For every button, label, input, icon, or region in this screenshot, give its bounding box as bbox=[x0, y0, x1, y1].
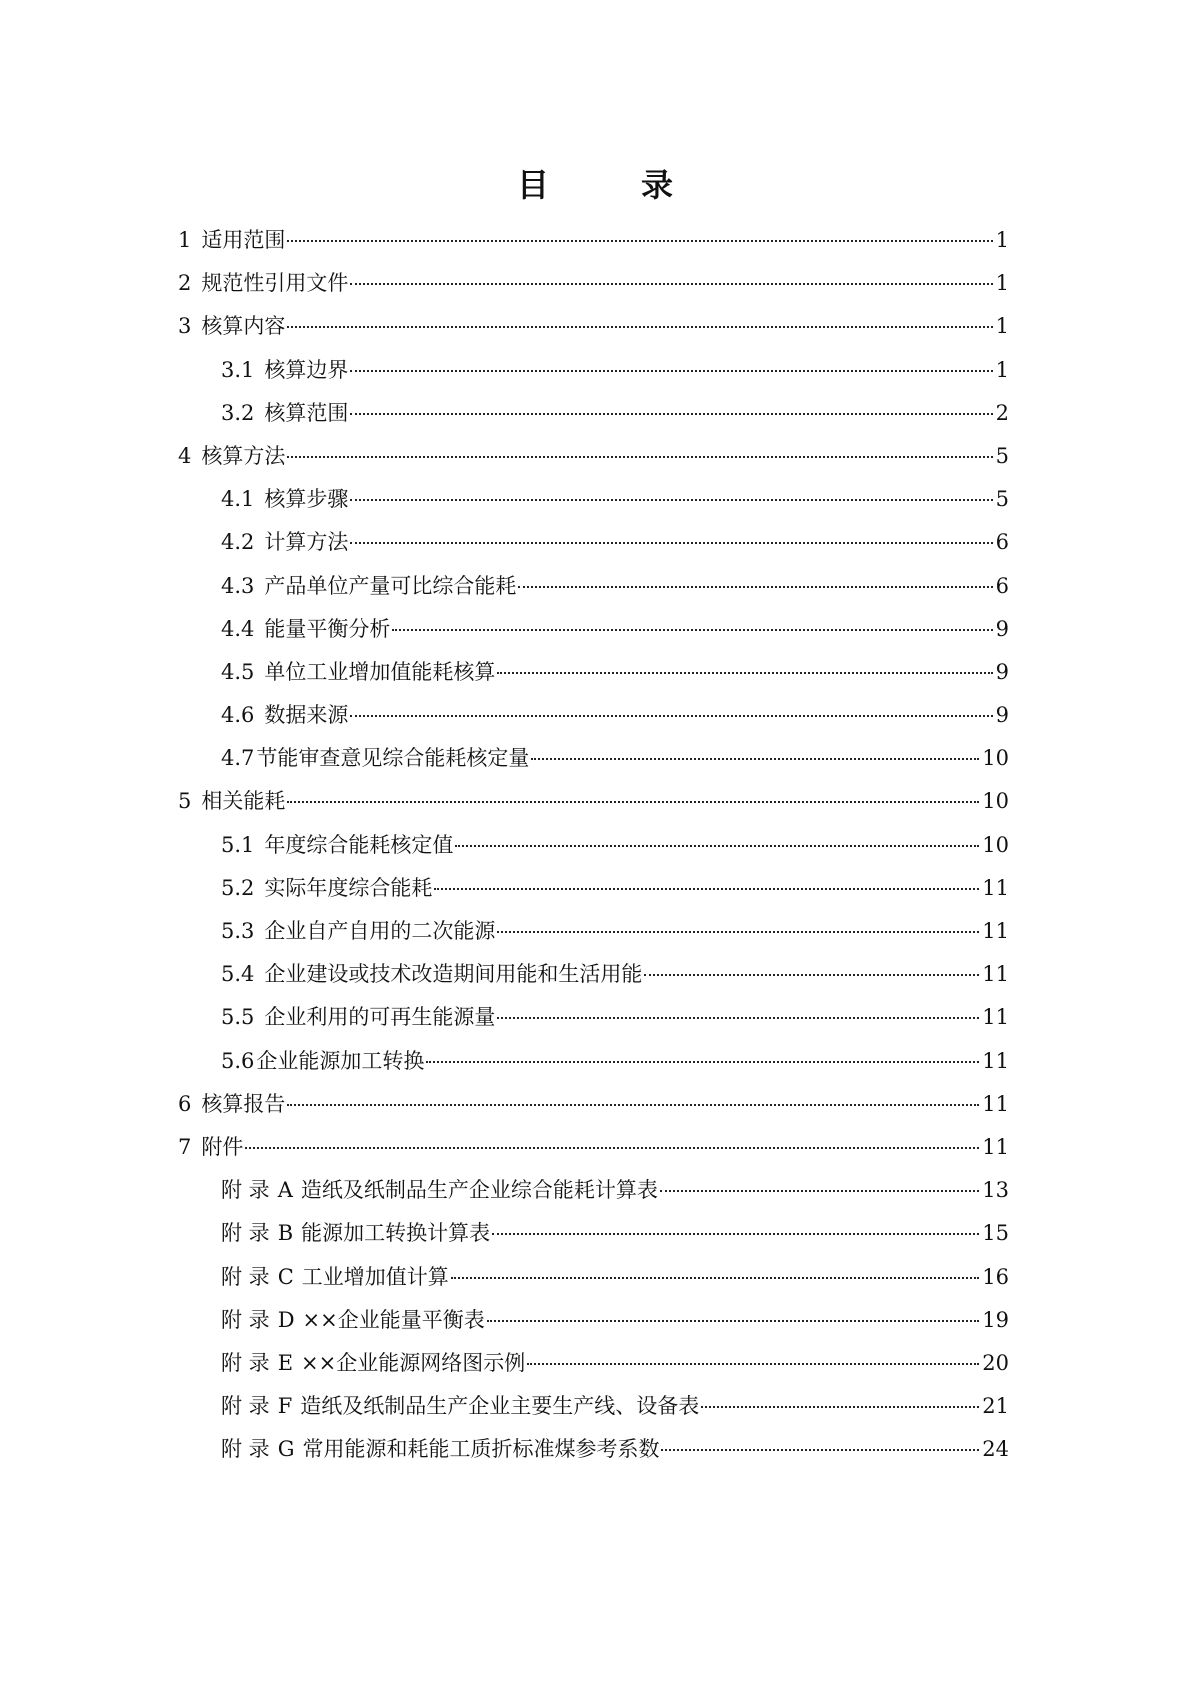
toc-entry-text: 核算报告 bbox=[201, 1091, 286, 1116]
toc-entry-page: 2 bbox=[995, 400, 1009, 425]
toc-entry-label bbox=[221, 1261, 449, 1291]
toc-entry-text: 核算范围 bbox=[264, 400, 349, 425]
dot-leader bbox=[287, 240, 992, 242]
toc-entry-number: 4.1 bbox=[221, 487, 255, 512]
dot-leader bbox=[350, 542, 992, 544]
dot-leader bbox=[701, 1406, 979, 1408]
toc-entry-text: 核算方法 bbox=[201, 443, 286, 468]
appendix-prefix: 附 录 bbox=[221, 1394, 270, 1419]
appendix-letter: A bbox=[277, 1178, 293, 1203]
toc-entry-text: 核算边界 bbox=[264, 357, 349, 382]
toc-entry-appendix-e[interactable] bbox=[178, 1347, 1009, 1390]
toc-entry-1[interactable] bbox=[178, 224, 1009, 267]
dot-leader bbox=[497, 931, 979, 933]
toc-entry-4-6[interactable] bbox=[178, 699, 1009, 742]
toc-entry-text: ××企业能量平衡表 bbox=[302, 1307, 485, 1332]
toc-entry-text: 适用范围 bbox=[201, 228, 286, 252]
dot-leader bbox=[287, 326, 992, 328]
appendix-prefix: 附 录 bbox=[221, 1264, 270, 1289]
toc-entry-4-2[interactable] bbox=[178, 526, 1009, 569]
toc-entry-text: 工业增加值计算 bbox=[301, 1264, 449, 1289]
toc-entry-page: 5 bbox=[995, 487, 1009, 512]
toc-entry-text: ××企业能源网络图示例 bbox=[301, 1350, 526, 1375]
toc-entry-appendix-a[interactable] bbox=[178, 1174, 1009, 1217]
toc-entry-label bbox=[221, 1045, 424, 1075]
toc-entry-5-2[interactable] bbox=[178, 872, 1009, 915]
toc-entry-label bbox=[178, 1131, 243, 1161]
dot-leader bbox=[426, 1061, 979, 1063]
toc-entry-label bbox=[221, 570, 516, 600]
toc-entry-number: 7 bbox=[178, 1134, 192, 1159]
toc-entry-number: 3.1 bbox=[221, 357, 255, 382]
dot-leader bbox=[245, 1147, 979, 1149]
toc-entry-label bbox=[221, 656, 495, 686]
toc-entry-5-5[interactable] bbox=[178, 1001, 1009, 1044]
toc-entry-label bbox=[221, 742, 529, 772]
toc-entry-page: 9 bbox=[995, 703, 1009, 728]
dot-leader bbox=[350, 283, 992, 285]
toc-entry-label bbox=[178, 785, 285, 815]
toc-entry-4-1[interactable] bbox=[178, 483, 1009, 526]
toc-entry-label bbox=[221, 526, 348, 556]
toc-entry-text: 核算步骤 bbox=[264, 487, 349, 512]
toc-entry-number: 5.3 bbox=[221, 919, 255, 943]
toc-entry-page: 24 bbox=[982, 1437, 1009, 1462]
toc-entry-text: 产品单位产量可比综合能耗 bbox=[264, 573, 517, 598]
toc-entry-number: 3.2 bbox=[221, 400, 255, 425]
dot-leader bbox=[350, 370, 992, 372]
dot-leader bbox=[531, 758, 979, 760]
toc-entry-label bbox=[221, 613, 390, 643]
dot-leader bbox=[527, 1363, 979, 1365]
toc-entry-number: 1 bbox=[178, 228, 192, 252]
toc-entry-text: 核算内容 bbox=[201, 314, 286, 339]
toc-entry-text: 年度综合能耗核定值 bbox=[264, 832, 454, 857]
toc-entry-number: 4.3 bbox=[221, 573, 255, 598]
toc-entry-number: 5.1 bbox=[221, 832, 255, 857]
dot-leader bbox=[350, 413, 992, 415]
toc-entry-number: 5.4 bbox=[221, 962, 255, 987]
toc-entry-page: 11 bbox=[982, 962, 1009, 987]
toc-entry-page: 11 bbox=[982, 1048, 1009, 1073]
toc-entry-label bbox=[221, 1304, 485, 1334]
toc-entry-label bbox=[221, 1217, 490, 1247]
toc-entry-number: 4.7 bbox=[221, 746, 255, 771]
toc-entry-label bbox=[221, 397, 348, 427]
toc-entry-text: 常用能源和耗能工质折标准煤参考系数 bbox=[302, 1437, 660, 1462]
toc-entry-number: 4.2 bbox=[221, 530, 255, 555]
dot-leader bbox=[455, 845, 979, 847]
appendix-letter: E bbox=[277, 1350, 294, 1375]
toc-entry-number: 5.2 bbox=[221, 875, 255, 900]
toc-entry-appendix-b[interactable] bbox=[178, 1217, 1009, 1260]
toc-entry-number: 4.5 bbox=[221, 659, 255, 684]
toc-entry-page: 5 bbox=[995, 443, 1009, 468]
toc-entry-page: 11 bbox=[982, 1091, 1009, 1116]
dot-leader bbox=[451, 1277, 980, 1279]
toc-entry-text: 附件 bbox=[201, 1134, 244, 1159]
toc-entry-page: 21 bbox=[982, 1394, 1009, 1419]
toc-entry-page: 10 bbox=[982, 832, 1009, 857]
toc-entry-page: 10 bbox=[982, 789, 1009, 814]
dot-leader bbox=[287, 801, 979, 803]
toc-entry-4[interactable] bbox=[178, 440, 1009, 483]
toc-entry-3-2[interactable] bbox=[178, 397, 1009, 440]
appendix-prefix: 附 录 bbox=[221, 1178, 270, 1203]
toc-entry-page: 1 bbox=[995, 314, 1009, 339]
table-of-contents bbox=[178, 224, 1009, 1476]
toc-entry-text: 单位工业增加值能耗核算 bbox=[264, 659, 496, 684]
toc-entry-text: 企业能源加工转换 bbox=[256, 1048, 425, 1073]
toc-entry-4-5[interactable] bbox=[178, 656, 1009, 699]
toc-title: 目 录 bbox=[516, 166, 703, 204]
toc-entry-label bbox=[221, 915, 495, 945]
dot-leader bbox=[350, 499, 992, 501]
appendix-letter: D bbox=[277, 1307, 295, 1332]
dot-leader bbox=[497, 1017, 979, 1019]
toc-entry-page: 9 bbox=[995, 659, 1009, 684]
appendix-letter: F bbox=[277, 1394, 293, 1419]
appendix-prefix: 附 录 bbox=[221, 1350, 270, 1375]
toc-entry-text: 能源加工转换计算表 bbox=[301, 1221, 491, 1246]
toc-entry-5-4[interactable] bbox=[178, 958, 1009, 1001]
dot-leader bbox=[487, 1320, 980, 1322]
dot-leader bbox=[660, 1190, 979, 1192]
toc-entry-page: 15 bbox=[982, 1221, 1009, 1246]
toc-entry-text: 相关能耗 bbox=[201, 789, 286, 814]
toc-entry-text: 数据来源 bbox=[264, 703, 349, 728]
appendix-prefix: 附 录 bbox=[221, 1307, 270, 1332]
dot-leader bbox=[350, 715, 992, 717]
dot-leader bbox=[644, 974, 979, 976]
toc-entry-text: 规范性引用文件 bbox=[201, 271, 349, 296]
toc-entry-page: 1 bbox=[995, 228, 1009, 252]
toc-entry-label bbox=[221, 483, 348, 513]
toc-entry-page: 10 bbox=[982, 746, 1009, 771]
appendix-letter: G bbox=[277, 1437, 295, 1462]
toc-entry-number: 5 bbox=[178, 789, 192, 814]
toc-entry-number: 4.6 bbox=[221, 703, 255, 728]
toc-entry-appendix-g[interactable] bbox=[178, 1433, 1009, 1476]
toc-entry-5-6[interactable] bbox=[178, 1045, 1009, 1088]
toc-entry-number: 3 bbox=[178, 314, 192, 339]
toc-entry-page: 9 bbox=[995, 616, 1009, 641]
toc-entry-text: 节能审查意见综合能耗核定量 bbox=[256, 746, 530, 771]
toc-entry-number: 5.5 bbox=[221, 1005, 255, 1030]
toc-entry-page: 13 bbox=[982, 1178, 1009, 1203]
dot-leader bbox=[518, 586, 992, 588]
toc-entry-page: 11 bbox=[982, 1134, 1009, 1159]
toc-entry-label bbox=[221, 958, 642, 988]
toc-entry-label bbox=[221, 829, 453, 859]
appendix-prefix: 附 录 bbox=[221, 1221, 270, 1246]
toc-entry-7[interactable] bbox=[178, 1131, 1009, 1174]
toc-entry-label bbox=[221, 699, 348, 729]
toc-entry-number: 6 bbox=[178, 1091, 192, 1116]
toc-entry-text: 企业建设或技术改造期间用能和生活用能 bbox=[264, 962, 643, 987]
toc-entry-4-3[interactable] bbox=[178, 570, 1009, 613]
appendix-letter: B bbox=[277, 1221, 294, 1246]
toc-entry-page: 11 bbox=[982, 1005, 1009, 1030]
toc-entry-appendix-d[interactable] bbox=[178, 1304, 1009, 1347]
dot-leader bbox=[661, 1449, 979, 1451]
dot-leader bbox=[287, 456, 992, 458]
toc-entry-number: 4.4 bbox=[221, 616, 255, 641]
toc-entry-number: 4 bbox=[178, 443, 192, 468]
toc-entry-text: 计算方法 bbox=[264, 530, 349, 555]
toc-entry-6[interactable] bbox=[178, 1088, 1009, 1131]
toc-entry-label bbox=[221, 354, 348, 384]
toc-entry-5[interactable] bbox=[178, 785, 1009, 828]
toc-entry-page: 11 bbox=[982, 875, 1009, 900]
toc-entry-3-1[interactable] bbox=[178, 354, 1009, 397]
toc-entry-label bbox=[221, 1001, 495, 1031]
toc-entry-text: 造纸及纸制品生产企业综合能耗计算表 bbox=[300, 1178, 658, 1203]
toc-entry-label bbox=[221, 1347, 525, 1377]
toc-entry-label bbox=[178, 310, 285, 340]
toc-entry-page: 6 bbox=[995, 573, 1009, 598]
toc-entry-text: 企业自产自用的二次能源 bbox=[264, 919, 496, 943]
toc-entry-label bbox=[178, 440, 285, 470]
toc-entry-3[interactable] bbox=[178, 310, 1009, 353]
toc-entry-number: 2 bbox=[178, 271, 192, 296]
toc-entry-appendix-c[interactable] bbox=[178, 1261, 1009, 1304]
toc-entry-page: 1 bbox=[995, 357, 1009, 382]
appendix-prefix: 附 录 bbox=[221, 1437, 270, 1462]
toc-entry-text: 实际年度综合能耗 bbox=[264, 875, 433, 900]
appendix-letter: C bbox=[277, 1264, 294, 1289]
dot-leader bbox=[434, 888, 979, 890]
toc-entry-page: 16 bbox=[982, 1264, 1009, 1289]
toc-entry-label bbox=[221, 1433, 659, 1463]
toc-entry-page: 6 bbox=[995, 530, 1009, 555]
toc-entry-5-1[interactable] bbox=[178, 829, 1009, 872]
toc-entry-4-7[interactable] bbox=[178, 742, 1009, 785]
toc-entry-text: 能量平衡分析 bbox=[264, 616, 391, 641]
toc-entry-page: 19 bbox=[982, 1307, 1009, 1332]
toc-entry-label bbox=[178, 224, 285, 254]
toc-entry-appendix-f[interactable] bbox=[178, 1390, 1009, 1433]
toc-entry-label bbox=[178, 267, 348, 297]
toc-entry-number: 5.6 bbox=[221, 1048, 255, 1073]
toc-entry-2[interactable] bbox=[178, 267, 1009, 310]
toc-entry-label bbox=[221, 1174, 658, 1204]
toc-entry-5-3[interactable] bbox=[178, 915, 1009, 958]
toc-entry-label bbox=[221, 1390, 699, 1420]
dot-leader bbox=[492, 1233, 979, 1235]
toc-entry-label bbox=[178, 1088, 285, 1118]
dot-leader bbox=[392, 629, 992, 631]
toc-entry-label bbox=[221, 872, 432, 902]
toc-entry-page: 20 bbox=[982, 1350, 1009, 1375]
toc-entry-4-4[interactable] bbox=[178, 613, 1009, 656]
dot-leader bbox=[497, 672, 992, 674]
toc-entry-page: 11 bbox=[982, 919, 1009, 943]
toc-entry-page: 1 bbox=[995, 271, 1009, 296]
toc-entry-text: 企业利用的可再生能源量 bbox=[264, 1005, 496, 1030]
toc-entry-text: 造纸及纸制品生产企业主要生产线、设备表 bbox=[300, 1394, 700, 1419]
dot-leader bbox=[287, 1104, 979, 1106]
